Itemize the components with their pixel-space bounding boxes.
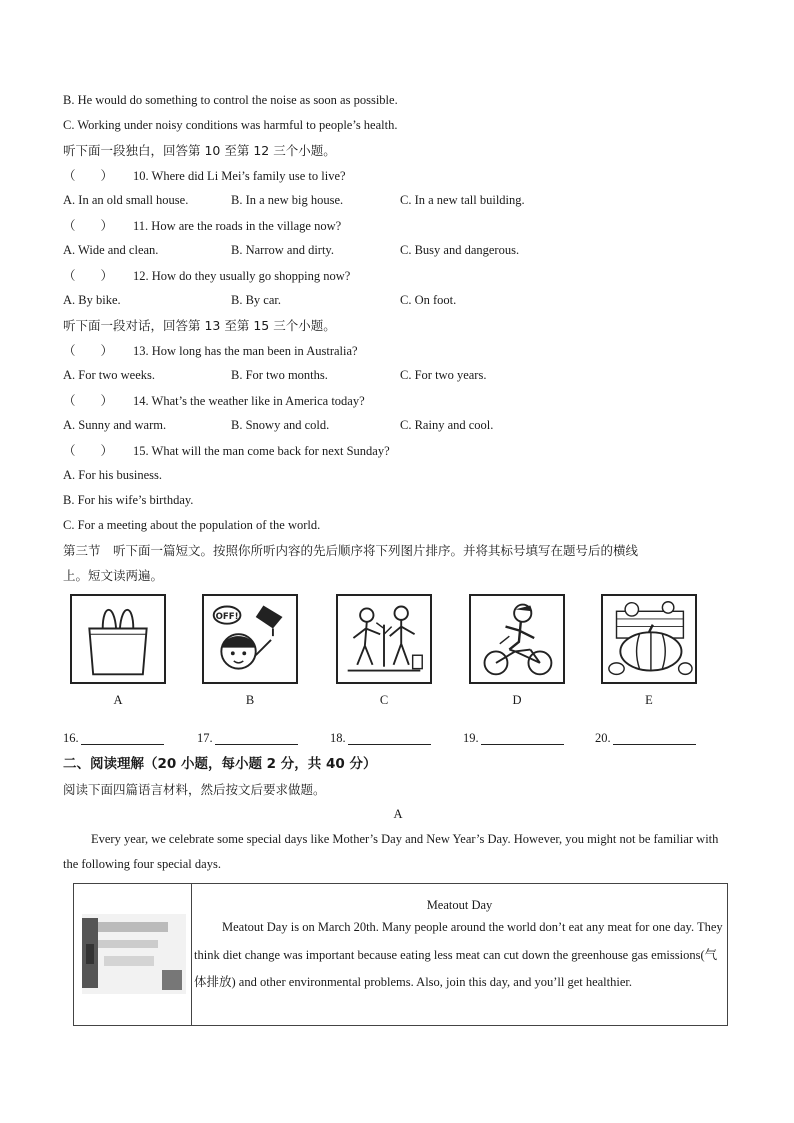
option-c: C. On foot.: [400, 293, 457, 307]
question-text: 12. How do they usually go shopping now?: [133, 269, 351, 283]
option-a: A. In an old small house.: [63, 193, 189, 207]
question-text: 14. What’s the weather like in America today?: [133, 394, 365, 408]
answer-paren[interactable]: （ ）: [63, 443, 114, 458]
blank-number: 17.: [197, 731, 213, 745]
picture-e-harvest: [601, 594, 697, 684]
section3-instruction-1: 第三节 听下面一篇短文。按照你所听内容的先后顺序将下列图片排序。并将其标号填写在题号后的横线: [63, 543, 639, 558]
option-a: A. Sunny and warm.: [63, 418, 167, 432]
question-14: [63, 388, 733, 413]
special-days-table: [73, 883, 728, 1026]
dialogue-intro: 听下面一段对话，回答第 13 至第 15 三个小题。: [63, 318, 336, 333]
option-c: C. Busy and dangerous.: [400, 243, 520, 257]
picture-label: A: [113, 693, 123, 707]
option-b: B. For two months.: [231, 368, 328, 382]
options-13: [63, 363, 733, 388]
blank-20[interactable]: [595, 726, 696, 751]
option-a: A. Wide and clean.: [63, 243, 159, 257]
picture-c-planting-tree: [336, 594, 432, 684]
answer-blanks: [63, 726, 733, 751]
option-c: C. In a new tall building.: [400, 193, 525, 207]
option-b-prev: B. He would do something to control the noise as soon as possible.: [63, 93, 398, 107]
option-c: C. For two years.: [400, 368, 487, 382]
reading-instruction: 阅读下面四篇语言材料，然后按文后要求做题。: [63, 782, 326, 797]
meatout-photo: [74, 884, 191, 1025]
answer-line[interactable]: [613, 729, 696, 745]
answer-line[interactable]: [81, 729, 164, 745]
table-text-cell: [192, 884, 727, 997]
passage-label: A: [393, 807, 403, 821]
section3-instruction-2: 上。短文读两遍。: [63, 568, 164, 583]
blank-number: 20.: [595, 731, 611, 745]
intro-paragraph: Every year, we celebrate some special days like Mother’s Day and New Year’s Day. However, you might not be familiar with the following four special days.: [63, 832, 719, 871]
shopping-bag-icon: [72, 596, 164, 682]
question-text: 13. How long has the man been in Australia?: [133, 344, 358, 358]
answer-paren[interactable]: （ ）: [63, 343, 114, 358]
question-15: [63, 438, 733, 463]
picture-label: D: [512, 693, 522, 707]
question-10: [63, 163, 733, 188]
blank-19[interactable]: [463, 726, 564, 751]
blank-number: 19.: [463, 731, 479, 745]
question-text: 10. Where did Li Mei’s family use to live?: [133, 169, 346, 183]
planting-icon: [338, 596, 430, 682]
answer-paren[interactable]: （ ）: [63, 218, 114, 233]
answer-line[interactable]: [215, 729, 298, 745]
option-15-a: A. For his business.: [63, 468, 162, 482]
picture-row: [63, 594, 733, 726]
answer-paren[interactable]: （ ）: [63, 268, 114, 283]
bicycle-icon: [471, 596, 563, 682]
options-12: [63, 288, 733, 313]
option-c-prev: C. Working under noisy conditions was harmful to people’s health.: [63, 118, 398, 132]
question-text: 11. How are the roads in the village now?: [133, 219, 342, 233]
picture-d-riding-bike: [469, 594, 565, 684]
pumpkin-icon: [603, 596, 695, 682]
option-b: B. In a new big house.: [231, 193, 344, 207]
answer-paren[interactable]: （ ）: [63, 168, 114, 183]
exam-page: [63, 88, 733, 1026]
question-text: 15. What will the man come back for next Sunday?: [133, 444, 390, 458]
option-c: C. Rainy and cool.: [400, 418, 494, 432]
picture-a-shopping-bag: [70, 594, 166, 684]
options-11: [63, 238, 733, 263]
blank-17[interactable]: [197, 726, 298, 751]
option-b: B. Snowy and cold.: [231, 418, 330, 432]
question-12: [63, 263, 733, 288]
options-10: [63, 188, 733, 213]
option-15-c: C. For a meeting about the population of the world.: [63, 518, 321, 532]
answer-line[interactable]: [348, 729, 431, 745]
lamp-girl-icon: [204, 596, 296, 682]
meatout-day-title: Meatout Day: [426, 898, 493, 912]
question-11: [63, 213, 733, 238]
options-14: [63, 413, 733, 438]
option-15-b: B. For his wife’s birthday.: [63, 493, 194, 507]
table-image-cell: [74, 884, 192, 1025]
off-sign-text: OFF!: [215, 611, 239, 622]
answer-paren[interactable]: （ ）: [63, 393, 114, 408]
option-a: A. For two weeks.: [63, 368, 156, 382]
question-13: [63, 338, 733, 363]
picture-label: E: [645, 693, 653, 707]
option-b: B. Narrow and dirty.: [231, 243, 334, 257]
blank-18[interactable]: [330, 726, 431, 751]
blank-number: 18.: [330, 731, 346, 745]
meatout-day-description: Meatout Day is on March 20th. Many people around the world don’t eat any meat for one day. They think diet change was important because eating less meat can cut down the greenhouse gas emissions(气体排放) and other environmental problems. Also, join this day, and you’ll get healthier.: [194, 920, 723, 989]
blank-16[interactable]: [63, 726, 164, 751]
blank-number: 16.: [63, 731, 79, 745]
option-a: A. By bike.: [63, 293, 121, 307]
reading-section-title: 二、阅读理解（20 小题，每小题 2 分，共 40 分）: [63, 756, 377, 772]
picture-label: B: [245, 693, 255, 707]
option-b: B. By car.: [231, 293, 281, 307]
picture-b-turn-off-light: [202, 594, 298, 684]
monologue-intro: 听下面一段独白，回答第 10 至第 12 三个小题。: [63, 143, 336, 158]
picture-label: C: [379, 693, 389, 707]
answer-line[interactable]: [481, 729, 564, 745]
